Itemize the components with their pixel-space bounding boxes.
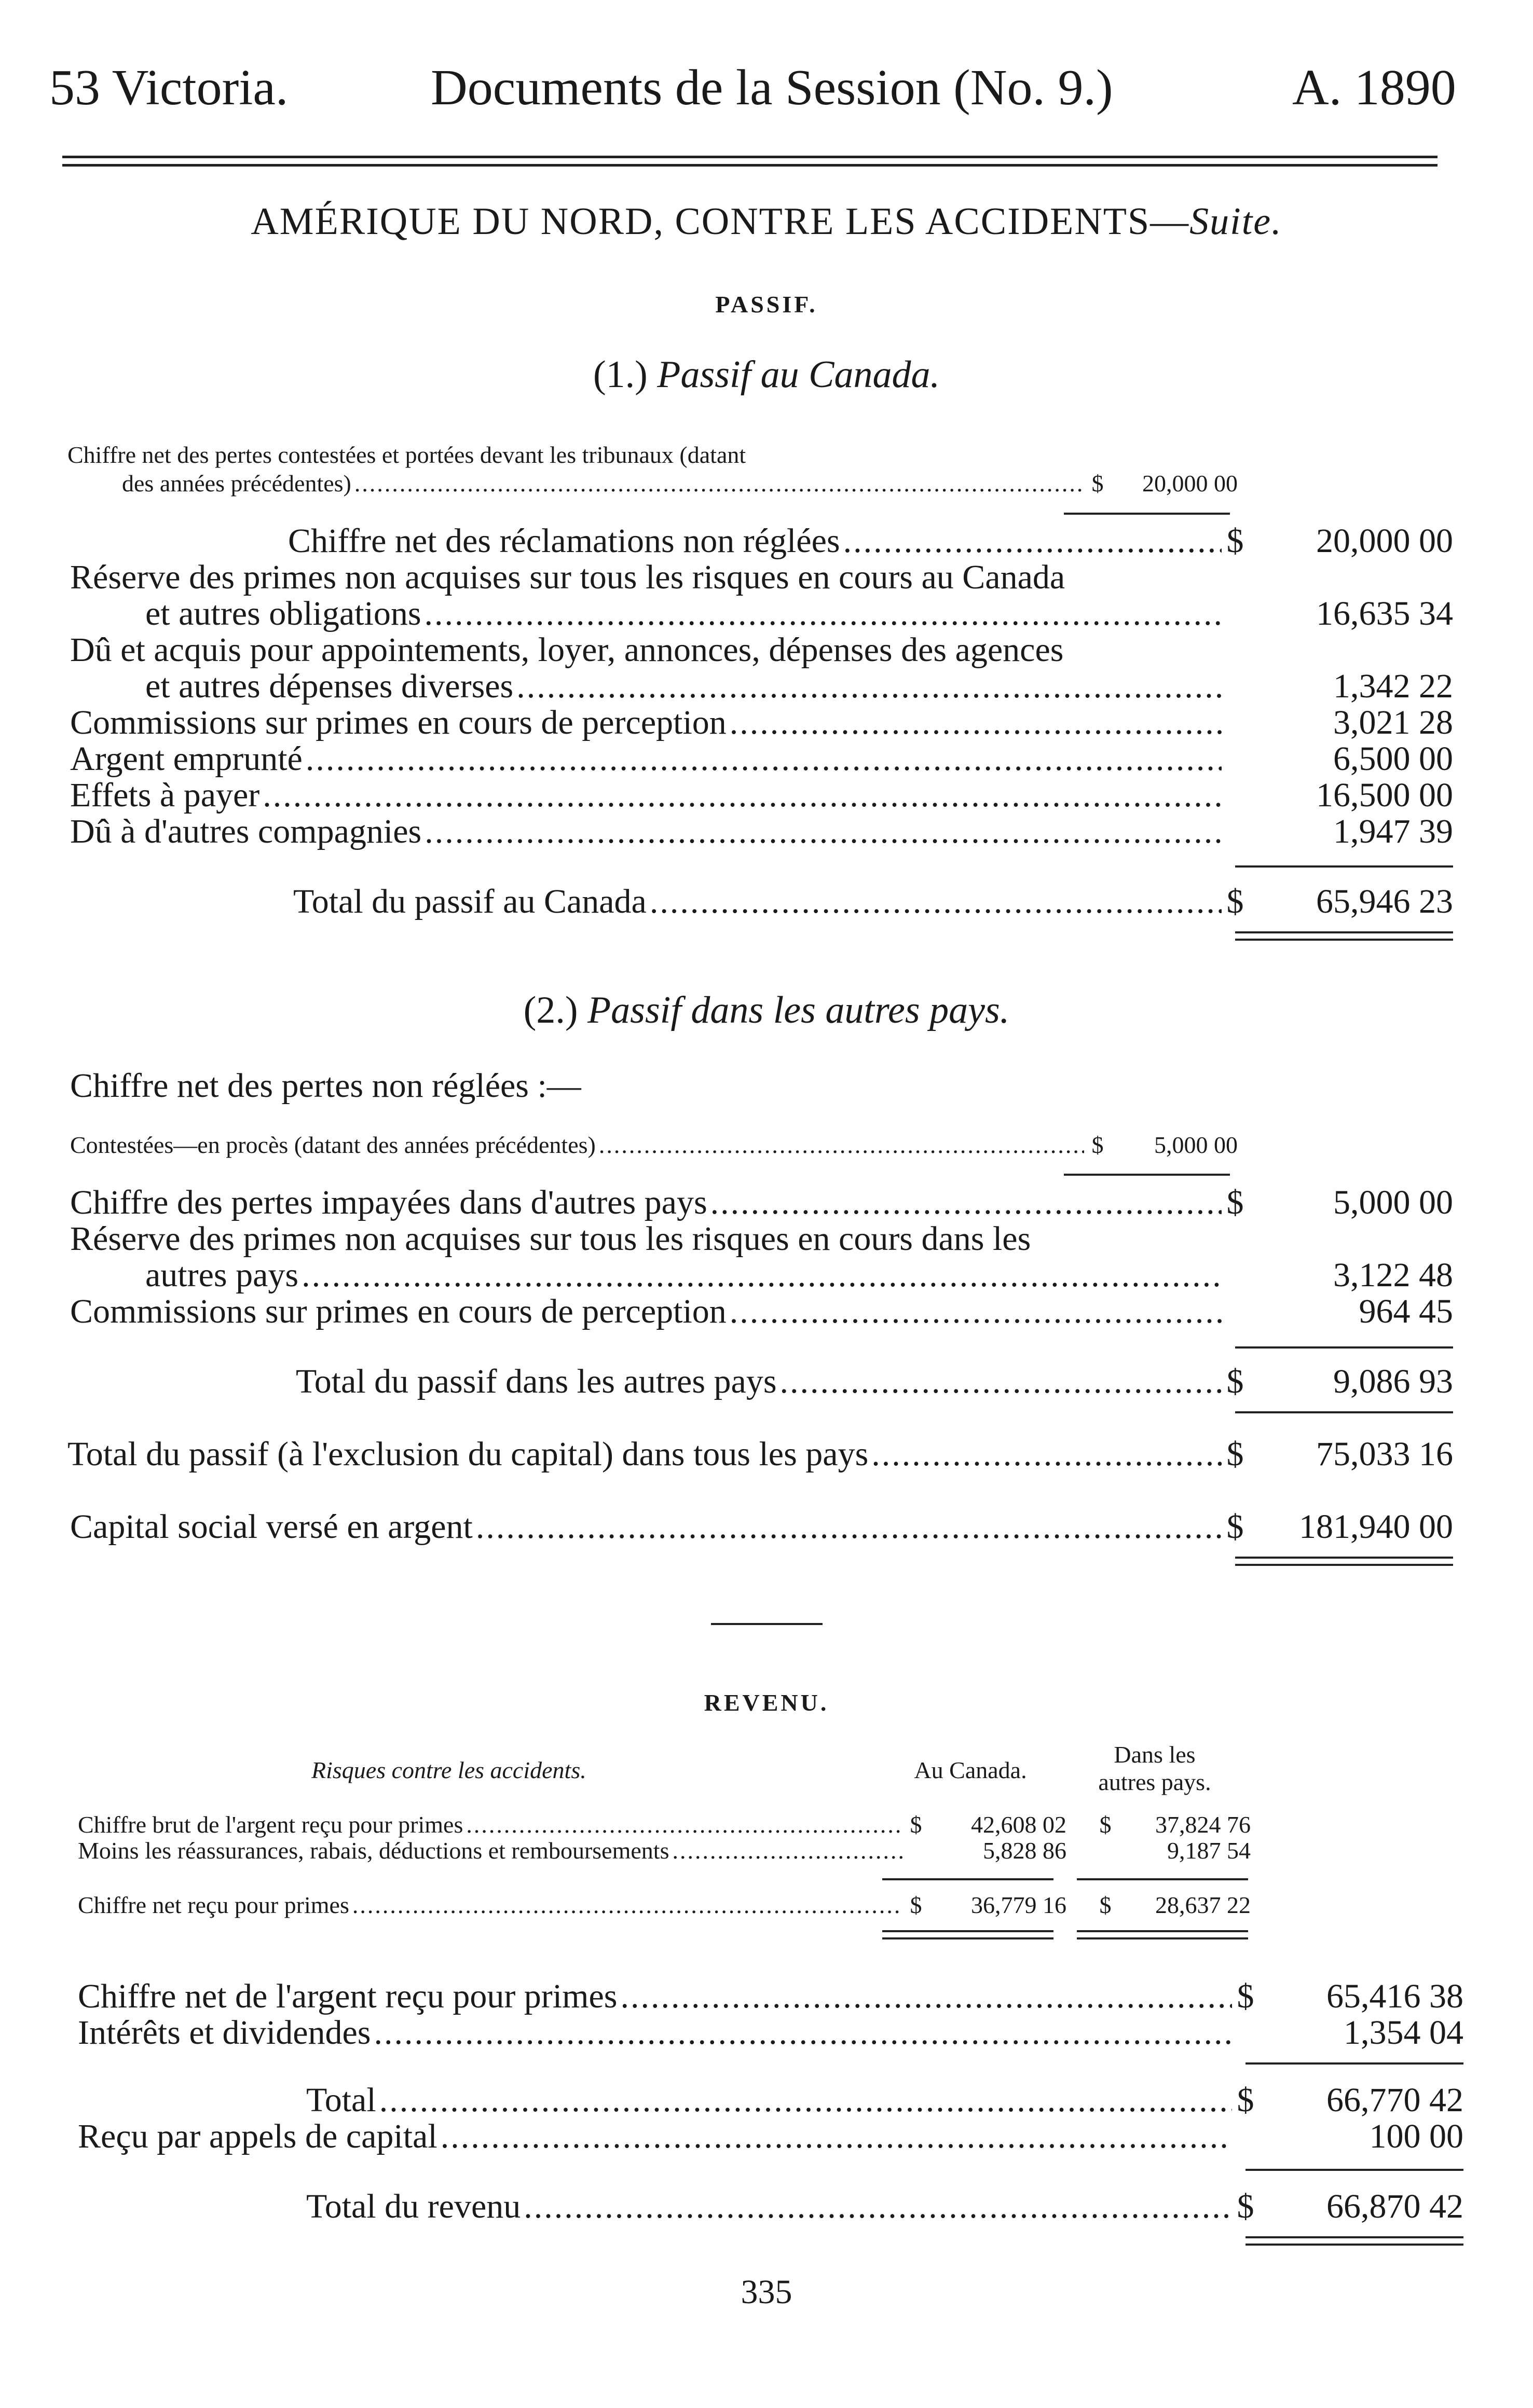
revenu-heading: REVENU. — [704, 1689, 829, 1716]
passif-other-title: Passif dans les autres pays. — [587, 989, 1010, 1031]
leader-dots — [306, 739, 1222, 779]
leader-dots — [730, 1292, 1222, 1331]
row-label: Argent emprunté — [70, 740, 303, 778]
revenu-col-canada: Au Canada. — [914, 1757, 1027, 1783]
leader-dots — [672, 1837, 902, 1864]
revenu-grand-total-row — [306, 2187, 1463, 2226]
row-amount: 20,000 00 — [1316, 522, 1453, 560]
total-rule — [1235, 1346, 1453, 1349]
total-label: Total du passif dans les autres pays — [296, 1363, 777, 1400]
canada-amount: 42,608 02 — [971, 1811, 1066, 1838]
double-rule — [1235, 1557, 1453, 1566]
capital-amount: 181,940 00 — [1299, 1508, 1453, 1546]
header-right: A. 1890 — [1292, 60, 1456, 116]
leader-dots — [650, 882, 1222, 921]
total-amount: 9,086 93 — [1333, 1363, 1453, 1400]
canada-row-7 — [70, 776, 1453, 815]
dollar-sign: $ — [1237, 2081, 1254, 2119]
leader-dots — [730, 703, 1222, 742]
total-amount: 66,770 42 — [1326, 2081, 1463, 2119]
other-amount: 9,187 54 — [1167, 1837, 1251, 1864]
dollar-sign: $ — [910, 1811, 922, 1838]
page-title — [0, 200, 1533, 244]
dollar-sign: $ — [1226, 883, 1244, 920]
canada-row-4 — [145, 667, 1453, 706]
subtotal-rule — [1064, 1174, 1230, 1176]
double-rule — [1245, 2236, 1463, 2246]
dollar-sign: $ — [1226, 522, 1244, 560]
subtotal-rule — [882, 1878, 1053, 1880]
header-rule-top — [62, 156, 1438, 158]
revenu-row-0 — [78, 1811, 1251, 1838]
other-contested-label: Contestées—en procès (datant des années précédentes) — [70, 1132, 596, 1158]
row-amount: 3,122 48 — [1333, 1256, 1453, 1294]
leader-dots — [476, 1507, 1222, 1547]
total-amount: 66,870 42 — [1326, 2187, 1463, 2225]
leader-dots — [425, 812, 1222, 851]
capital-row — [70, 1507, 1453, 1547]
total-rule — [1245, 2062, 1463, 2065]
leader-dots — [780, 1362, 1222, 1401]
revenu-col-other-1: Dans les — [1114, 1741, 1196, 1768]
grand-total-amount: 75,033 16 — [1316, 1435, 1453, 1473]
canada-total-row — [293, 882, 1453, 921]
dollar-sign: $ — [1226, 1435, 1244, 1473]
dollar-sign: $ — [1226, 1508, 1244, 1546]
leader-dots — [620, 1977, 1232, 2016]
subtotal-rule — [1077, 1878, 1248, 1880]
dollar-sign: $ — [1226, 1184, 1244, 1221]
other-contested-row — [70, 1131, 1238, 1159]
header-rule-bottom — [62, 164, 1438, 167]
dollar-sign: $ — [1091, 470, 1104, 497]
row-label: Chiffre brut de l'argent reçu pour primes — [78, 1811, 463, 1838]
grand-total-label: Total du passif (à l'exclusion du capital) dans tous les pays — [67, 1435, 869, 1473]
leader-dots — [524, 2187, 1232, 2226]
row-label: Intérêts et dividendes — [78, 2014, 371, 2052]
row-amount: 6,500 00 — [1333, 740, 1453, 778]
row-label: Effets à payer — [70, 776, 260, 814]
row-amount: 1,354 04 — [1344, 2014, 1463, 2052]
revenu-net-row — [78, 1891, 1251, 1919]
capital-label: Capital social versé en argent — [70, 1508, 473, 1546]
page-title-suite: Suite. — [1189, 200, 1282, 243]
page-number: 335 — [741, 2273, 792, 2311]
row-amount: 5,000 00 — [1333, 1184, 1453, 1221]
row-label: autres pays — [145, 1256, 299, 1294]
canada-contested-line1: Chiffre net des pertes contestées et portées devant les tribunaux (datant — [67, 442, 746, 468]
row-amount: 1,342 22 — [1333, 667, 1453, 705]
leader-dots — [843, 521, 1222, 561]
double-rule — [1077, 1930, 1248, 1939]
row-amount: 16,500 00 — [1316, 776, 1453, 814]
total-rule — [1235, 865, 1453, 868]
canada-row-5 — [70, 703, 1453, 742]
other-intro: Chiffre net des pertes non réglées :— — [70, 1067, 581, 1105]
row-label: Chiffre net de l'argent reçu pour primes — [78, 1977, 618, 2015]
passif-canada-title: Passif au Canada. — [657, 353, 940, 396]
leader-dots — [263, 776, 1222, 815]
other-contested-amount: 5,000 00 — [1154, 1132, 1238, 1158]
leader-dots — [354, 470, 1084, 497]
header-left: 53 Victoria. — [49, 60, 289, 116]
dollar-sign: $ — [1099, 1892, 1112, 1918]
revenu-col-other-2: autres pays. — [1098, 1769, 1211, 1795]
passif-other-num: (2.) — [523, 989, 578, 1031]
passif-other-heading — [0, 988, 1533, 1033]
leader-dots — [871, 1435, 1222, 1474]
other-amount: 28,637 22 — [1155, 1892, 1251, 1918]
dollar-sign: $ — [1091, 1132, 1104, 1158]
total-label: Total du passif au Canada — [293, 883, 647, 920]
row-amount: 3,021 28 — [1333, 704, 1453, 741]
leader-dots — [302, 1256, 1222, 1295]
leader-dots — [710, 1183, 1222, 1222]
grand-total-row — [67, 1435, 1453, 1474]
row-label: et autres obligations — [145, 595, 421, 632]
subtotal-rule — [1064, 513, 1230, 515]
canada-contested-row — [122, 470, 1238, 497]
row-amount: 964 45 — [1359, 1292, 1453, 1330]
double-rule — [1235, 931, 1453, 941]
dollar-sign: $ — [1099, 1811, 1112, 1838]
row-amount: 1,947 39 — [1333, 813, 1453, 850]
other-row-1: Réserve des primes non acquises sur tous les risques en cours dans les — [70, 1220, 1031, 1258]
canada-row-2 — [145, 594, 1453, 634]
total-label: Total — [306, 2081, 376, 2119]
dollar-sign: $ — [910, 1892, 922, 1918]
passif-heading: PASSIF. — [715, 291, 818, 318]
canada-row-3: Dû et acquis pour appointements, loyer, annonces, dépenses des agences — [70, 631, 1064, 669]
row-label: Moins les réassurances, rabais, déductions et remboursements — [78, 1837, 669, 1864]
row-label: Commissions sur primes en cours de perception — [70, 1292, 727, 1330]
total-amount: 65,946 23 — [1316, 883, 1453, 920]
row-amount: 65,416 38 — [1326, 1977, 1463, 2015]
leader-dots — [599, 1131, 1084, 1159]
row-amount: 100 00 — [1369, 2117, 1463, 2155]
leader-dots — [379, 2081, 1232, 2120]
row-label: Dû à d'autres compagnies — [70, 813, 422, 850]
row-label: Commissions sur primes en cours de perception — [70, 704, 727, 741]
row-label: Chiffre net des réclamations non réglées — [288, 522, 840, 560]
row-label: et autres dépenses diverses — [145, 667, 514, 705]
canada-row-8 — [70, 812, 1453, 851]
revenu-col-label: Risques contre les accidents. — [311, 1757, 586, 1783]
canada-row-6 — [70, 739, 1453, 779]
leader-dots — [352, 1891, 902, 1919]
total-rule — [1235, 1411, 1453, 1413]
row-label: Chiffre net reçu pour primes — [78, 1892, 349, 1918]
leader-dots — [516, 667, 1222, 706]
passif-canada-heading — [0, 353, 1533, 397]
row-label: Chiffre des pertes impayées dans d'autres pays — [70, 1184, 707, 1221]
leader-dots — [441, 2117, 1232, 2156]
canada-amount: 36,779 16 — [971, 1892, 1066, 1918]
revenu-total-row — [306, 2081, 1463, 2120]
row-label: Reçu par appels de capital — [78, 2117, 437, 2155]
dollar-sign: $ — [1226, 1363, 1244, 1400]
canada-contested-amount: 20,000 00 — [1142, 470, 1238, 497]
canada-contested-label: des années précédentes) — [122, 470, 351, 497]
other-row-0 — [70, 1183, 1453, 1222]
dollar-sign: $ — [1237, 1977, 1254, 2015]
passif-canada-num: (1.) — [593, 353, 648, 396]
double-rule — [882, 1930, 1053, 1939]
leader-dots — [374, 2013, 1232, 2053]
revenu-appels-row — [78, 2117, 1463, 2156]
other-row-2 — [145, 1256, 1453, 1295]
canada-row-1: Réserve des primes non acquises sur tous les risques en cours au Canada — [70, 558, 1065, 596]
other-amount: 37,824 76 — [1155, 1811, 1251, 1838]
total-label: Total du revenu — [306, 2187, 521, 2225]
page-title-main: AMÉRIQUE DU NORD, CONTRE LES ACCIDENTS— — [251, 200, 1190, 243]
header-center: Documents de la Session (No. 9.) — [431, 60, 1113, 116]
leader-dots — [466, 1811, 902, 1838]
leader-dots — [425, 594, 1222, 634]
row-amount: 16,635 34 — [1316, 595, 1453, 632]
other-row-3 — [70, 1292, 1453, 1331]
canada-row-0 — [288, 521, 1453, 561]
dollar-sign: $ — [1237, 2187, 1254, 2225]
other-total-row — [296, 1362, 1453, 1401]
revenu-summary-1 — [78, 2013, 1463, 2053]
revenu-summary-0 — [78, 1977, 1463, 2016]
total-rule — [1245, 2169, 1463, 2171]
section-divider — [711, 1623, 823, 1625]
revenu-row-1 — [78, 1837, 1251, 1864]
canada-amount: 5,828 86 — [983, 1837, 1066, 1864]
